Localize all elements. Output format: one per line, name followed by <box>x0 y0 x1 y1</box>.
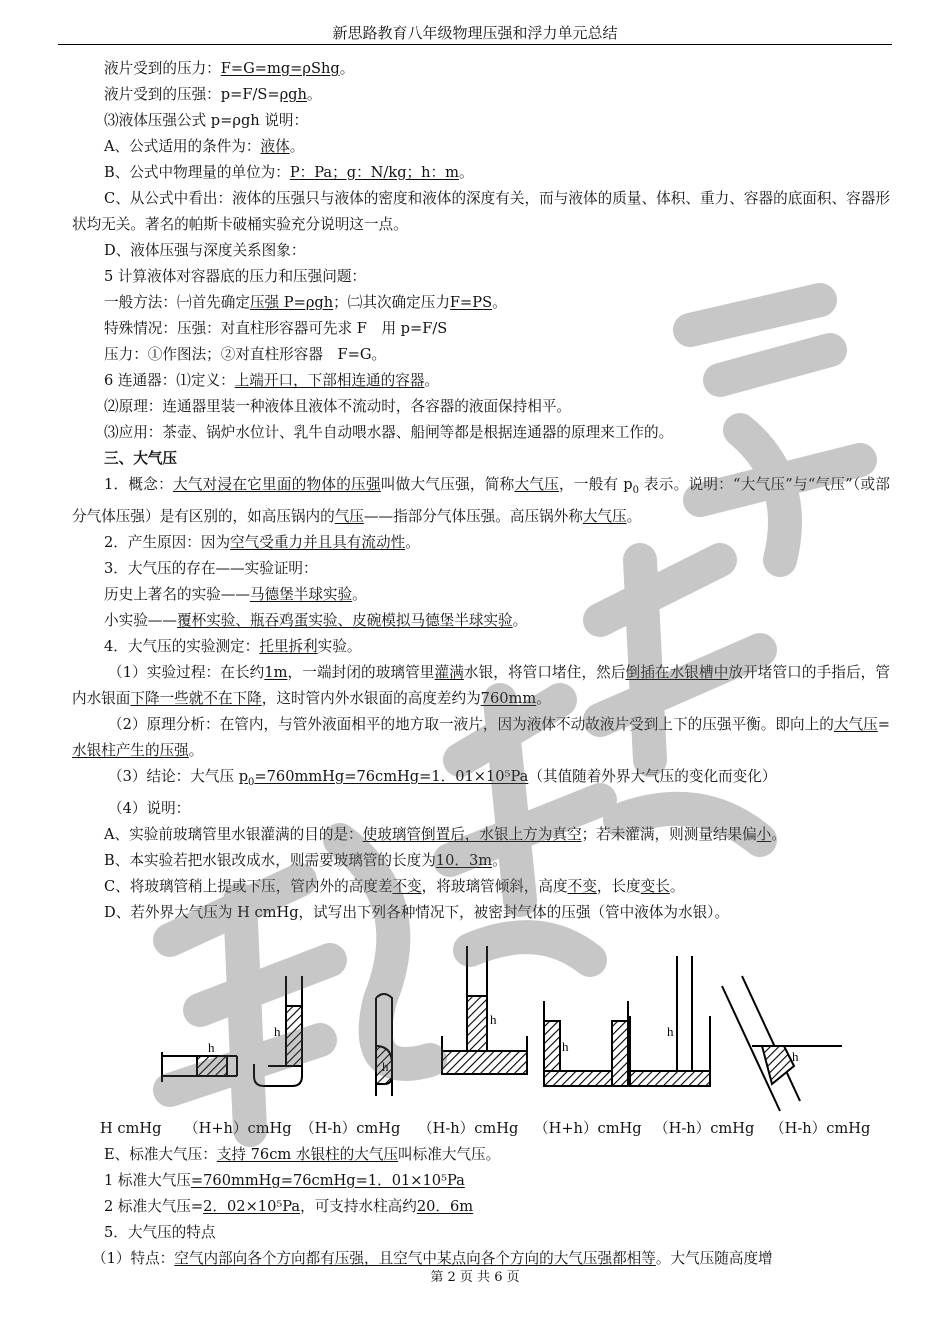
text-paragraph: C、从公式中看出：液体的压强只与液体的密度和液体的深度有关，而与液体的质量、体积、重力、容器的底面积、容器形状均无关。著名的帕斯卡破桶实验充分说明这一点。 <box>72 190 890 233</box>
text-line: 特殊情况：压强：对直柱形容器可先求 F 用 p=F/S <box>104 320 448 337</box>
h-label: h <box>208 1039 215 1055</box>
text-line: D、液体压强与深度关系图象： <box>104 242 306 259</box>
text-line: B、本实验若把水银改成水，则需要玻璃管的长度为10．3m。 <box>104 851 507 869</box>
answer-label: （H-h）cmHg <box>300 1119 401 1137</box>
text-line: 5 计算液体对容器底的压力和压强问题： <box>104 268 367 285</box>
tube-diagrams <box>72 926 890 1116</box>
text-line: 一般方法：㈠首先确定压强 P=ρgh；㈡其次确定压力F=PS。 <box>104 294 507 311</box>
text-paragraph: （1）实验过程：在长约1m，一端封闭的玻璃管里灌满水银，将管口堵住，然后倒插在水银槽中放开堵管口的手指后，管内水银面下降一些就不在下降，这时管内外水银面的高度差约为760mm。 <box>72 663 890 707</box>
answer-label: （H-h）cmHg <box>770 1119 871 1137</box>
text-line: 液片受到的压力：F=G=mg=ρShg。 <box>104 60 355 77</box>
answer-label: （H-h）cmHg <box>418 1119 519 1137</box>
text-line: A、公式适用的条件为：液体。 <box>104 138 305 155</box>
answer-label: （H-h）cmHg <box>654 1119 755 1137</box>
text-paragraph: 1．概念：大气对浸在它里面的物体的压强叫做大气压强，简称大气压，一般有 $p_0$ 表示。说明：“大气压”与“气压”（或部分气体压强）是有区别的，如高压锅内的气压——指部分气体压强。高压锅外称大气压。 <box>72 476 890 525</box>
answer-label: H cmHg <box>100 1119 162 1137</box>
text-line: ⑶液体压强公式 p=ρgh 说明： <box>104 112 309 129</box>
text-line: 5．大气压的特点 <box>104 1223 216 1241</box>
text-line: 历史上著名的实验——马德堡半球实验。 <box>104 585 367 603</box>
section-heading: 三、大气压 <box>104 450 177 467</box>
text-line: （1）特点：空气内部向各个方向都有压强，且空气中某点向各个方向的大气压强都相等。大气压随高度增 <box>92 1249 773 1267</box>
text-line: 液片受到的压强：p=F/S=ρgh。 <box>104 86 322 103</box>
answer-row <box>72 1116 890 1142</box>
h-label: h <box>382 1058 389 1074</box>
text-line: 2 标准大气压=2．02×10⁵Pa，可支持水柱高约20．6m <box>104 1197 474 1215</box>
text-line: E、标准大气压：支持 76cm 水银柱的大气压叫标准大气压。 <box>104 1145 501 1163</box>
text-line: D、若外界大气压为 H cmHg，试写出下列各种情况下，被密封气体的压强（管中液体为水银）。 <box>104 903 730 921</box>
text-line: B、公式中物理量的单位为：P：Pa；g：N/kg；h：m。 <box>104 164 474 181</box>
h-label: h <box>274 1023 281 1039</box>
text-line: 1 标准大气压=760mmHg=76cmHg=1．01×10⁵Pa <box>104 1171 465 1189</box>
text-line: 3．大气压的存在——实验证明： <box>104 559 318 577</box>
text-line: ⑵原理：连通器里装一种液体且液体不流动时，各容器的液面保持相平。 <box>104 398 572 415</box>
h-label: h <box>490 1011 497 1027</box>
text-line: 压力：①作图法；②对直柱形容器 F=G。 <box>104 346 387 363</box>
answer-label: （H+h）cmHg <box>184 1119 292 1137</box>
text-line: （4）说明： <box>108 799 191 817</box>
text-line: 2．产生原因：因为空气受重力并且具有流动性。 <box>104 533 420 551</box>
document-body <box>72 56 890 1272</box>
text-paragraph: （2）原理分析：在管内，与管外液面相平的地方取一液片，因为液体不动故液片受到上下的压强平衡。即向上的大气压=水银柱产生的压强。 <box>72 715 890 759</box>
page-footer: 第 2 页 共 6 页 <box>430 1270 520 1285</box>
page-header: 新思路教育八年级物理压强和浮力单元总结 <box>58 22 892 45</box>
tube-diagrams-figure <box>152 926 872 1116</box>
text-line: 4．大气压的实验测定：托里拆利实验。 <box>104 637 362 655</box>
text-line: 6 连通器：⑴定义：上端开口，下部相连通的容器。 <box>104 372 440 389</box>
text-line: 小实验——覆杯实验、瓶吞鸡蛋实验、皮碗模拟马德堡半球实验。 <box>104 611 528 629</box>
h-label: h <box>792 1048 799 1064</box>
text-line: ⑶应用：茶壶、锅炉水位计、乳牛自动喂水器、船闸等都是根据连通器的原理来工作的。 <box>104 424 674 441</box>
text-line: C、将玻璃管稍上提或下压，管内外的高度差不变，将玻璃管倾斜，高度不变，长度变长。 <box>104 877 685 895</box>
text-line: A、实验前玻璃管里水银灌满的目的是：使玻璃管倒置后，水银上方为真空；若未灌满，则测量结果偏小。 <box>104 825 786 843</box>
text-line: （3）结论：大气压 $p_0=760mmHg=76cmHg=1$．01×10⁵Pa（其值随着外界大气压的变化而变化） <box>108 767 777 788</box>
h-label: h <box>562 1038 569 1054</box>
h-label: h <box>667 1023 674 1039</box>
answer-label: （H+h）cmHg <box>534 1119 642 1137</box>
